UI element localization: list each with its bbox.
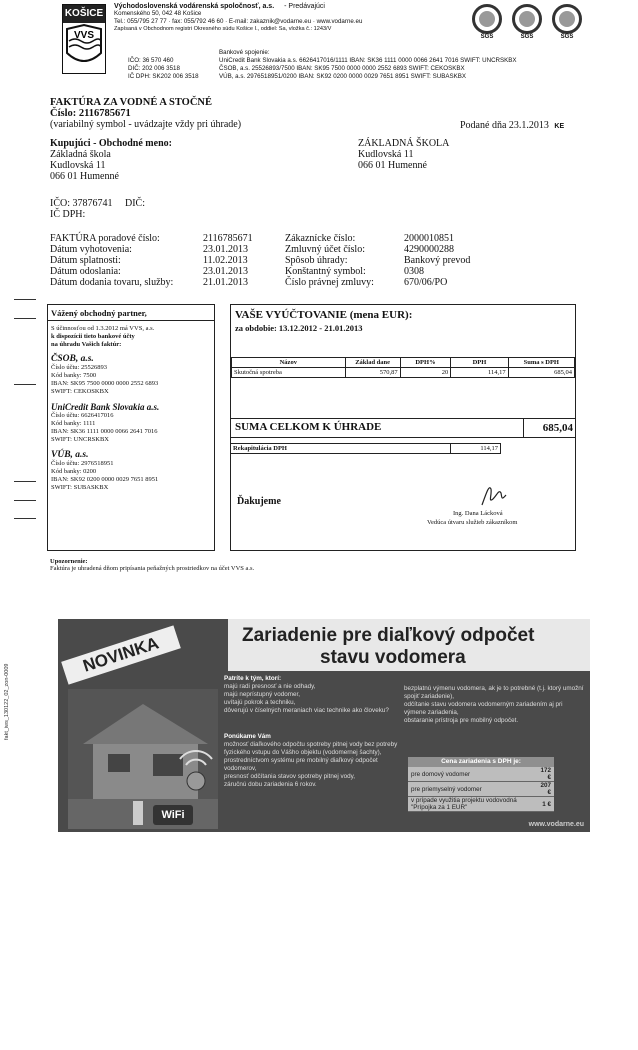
company-logo — [62, 4, 106, 74]
signer-title: Vedúca útvaru služieb zákazníkom — [427, 519, 518, 526]
buyer-ico: IČO: 37876741 DIČ: — [50, 198, 145, 209]
bank-line: ČSOB, a.s. 25526893/7500 IBAN: SK95 7500 0000 0000 2552 6893 SWIFT: CEKOSKBX — [219, 65, 465, 72]
sgs-badge: SGS — [472, 4, 502, 40]
company-ids — [128, 57, 199, 81]
promo-title-line2: stavu vodomera — [320, 647, 466, 668]
details-right — [285, 233, 485, 288]
partner-box — [47, 304, 215, 551]
detail-row: Dátum odoslania: 23.01.2013 — [50, 266, 248, 277]
list-item: bezplatnú výmenu vodomera, ak je to potrebné (t.j. ktorý umožní spojiť zariadenie), — [404, 685, 584, 700]
notice-text: Faktúra je uhradená dňom pripísania peňažných prostriedkov na účet VVS a.s. — [50, 565, 255, 572]
sgs-badge: SGS — [552, 4, 582, 40]
recipient-block — [358, 138, 449, 171]
company-name: Východoslovenská vodárenská spoločnosť, a.s. — [114, 3, 275, 10]
detail-row: Dátum splatnosti: 11.02.2013 — [50, 255, 248, 266]
sgs-seal-icon — [552, 4, 582, 34]
logo-city-text: KOŠICE — [63, 5, 105, 23]
margin-mark — [14, 481, 36, 482]
buyer-label: Kupujúci - Obchodné meno: — [50, 138, 172, 149]
promo-offer-list: Ponúkame Vám možnosť diaľkového odpočtu spotreby pitnej vody bez potreby fyzického vstupu do Vášho objektu (vodomernej šachty), prostredníctvom systému pre mobilný diaľkový odpočet vodomerov, presnosť odčítania stavov spotreby pitnej vody, záručnú dobu zariadenia 6 rokov. — [224, 733, 400, 789]
partner-bank: ČSOB, a.s. Číslo účtu: 25526893 Kód banky: 7500 IBAN: SK95 7500 0000 0000 2552 6893 SWIFT: CEKOSKBX — [51, 354, 159, 395]
table-row: pre domový vodomer 172 € — [408, 767, 554, 782]
table-header: DPH — [451, 358, 508, 368]
partner-greeting: Vážený obchodný partner, — [48, 305, 214, 321]
logo-mark-text: VVS — [73, 30, 95, 41]
filed-date: Podané dňa 23.1.2013 KE — [460, 120, 565, 131]
list-item: presnosť odčítania stavov spotreby pitnej vody, — [224, 773, 356, 780]
detail-row: Dátum dodania tovaru, služby: 21.01.2013 — [50, 277, 248, 288]
margin-mark — [14, 500, 36, 501]
details-left — [50, 233, 280, 288]
sgs-seal-icon — [512, 4, 542, 34]
total-label: SUMA CELKOM K ÚHRADE — [235, 421, 382, 433]
company-address: Komenského 50, 042 48 Košice — [114, 10, 202, 17]
promo-url: www.vodarne.eu — [528, 821, 584, 828]
filed-code: KE — [554, 123, 565, 130]
partner-bank: VÚB, a.s. Číslo účtu: 2976518951 Kód banky: 0200 IBAN: SK92 0200 0000 0029 7651 8951 SWIFT: SUBASKBX — [51, 450, 159, 491]
invoice-number: Číslo: 2116785671 — [50, 108, 131, 119]
total-row — [231, 418, 575, 438]
detail-row: Číslo právnej zmluvy: 670/06/PO — [285, 277, 448, 288]
buyer-icdph: IČ DPH: — [50, 209, 86, 220]
table-header: Názov — [232, 358, 346, 368]
list-item: majú radi presnosť a nie odhady, — [224, 683, 316, 690]
notice-title: Upozornenie: — [50, 558, 88, 565]
promo-benefits-list — [404, 685, 584, 725]
seller-role: - Predávajúci — [284, 3, 325, 10]
logo-emblem-icon — [63, 23, 105, 73]
promo-title-line1: Zariadenie pre diaľkový odpočet — [242, 625, 535, 646]
list-item: uvítajú pokrok a techniku, — [224, 699, 296, 706]
list-item: majú neprístupný vodomer, — [224, 691, 300, 698]
variable-symbol-note: (variabilný symbol - uvádzajte vždy pri úhrade) — [50, 119, 242, 130]
buyer-line: Kudlovská 11 — [50, 160, 106, 171]
thanks-text: Ďakujeme — [237, 496, 281, 507]
detail-row: Zákaznícke číslo: 2000010851 — [285, 233, 454, 244]
detail-row: Konštantný symbol: 0308 — [285, 266, 424, 277]
billing-box — [230, 304, 576, 551]
company-bank-info — [219, 49, 517, 81]
margin-mark — [14, 384, 36, 385]
billing-table — [231, 357, 575, 378]
bank-line: UniCredit Bank Slovakia a.s. 6626417016/1111 IBAN: SK36 1111 0000 0066 2641 7016 SWIFT: UNCRSKBX — [219, 57, 517, 64]
table-row: pre priemyselný vodomer 207 € — [408, 782, 554, 797]
table-row: Rekapitulácia DPH 114,17 — [231, 444, 501, 454]
margin-mark — [14, 318, 36, 319]
table-header: Suma s DPH — [508, 358, 574, 368]
invoice-title: FAKTÚRA ZA VODNÉ A STOČNÉ — [50, 97, 212, 108]
recipient-line: Kudlovská 11 — [358, 149, 414, 160]
table-header: Základ dane — [345, 358, 400, 368]
recipient-line: ZÁKLADNÁ ŠKOLA — [358, 138, 450, 149]
company-contact: Tel.: 055/795 27 77 · fax: 055/792 46 60 · E-mail: zakaznik@vodarne.eu · www.vodarne.eu — [114, 18, 363, 25]
promo-banner — [58, 619, 590, 832]
buyer-ids — [50, 198, 145, 220]
buyer-block — [50, 138, 172, 182]
document-side-code: fakt_iws_130122_02_zon-0009 — [4, 663, 10, 740]
vat-recap-table — [231, 443, 501, 454]
company-header — [114, 3, 474, 33]
partner-bank: UniCredit Bank Slovakia a.s. Číslo účtu: 6626417016 Kód banky: 1111 IBAN: SK36 1111 0000 0066 2641 7016 SWIFT: UNCRSKBX — [51, 402, 160, 443]
list-item: obstaranie prístroja pre mobilný odpočet. — [404, 717, 519, 724]
promo-target-list: Patríte k tým, ktorí: majú radi presnosť a nie odhady, majú neprístupný vodomer, uvítajú pokrok a techniku, dôverujú v číselných meraniach viac technike ako človeku? — [224, 675, 400, 715]
novinka-badge: NOVINKA — [61, 625, 181, 684]
bank-line: VÚB, a.s. 2976518951/0200 IBAN: SK92 0200 0000 0029 7651 8951 SWIFT: SUBASKBX — [219, 73, 466, 80]
bank-title: Bankové spojenie: — [219, 49, 270, 56]
table-header: DPH% — [400, 358, 451, 368]
house-illustration-icon — [68, 689, 218, 829]
sgs-badge: SGS — [512, 4, 542, 40]
billing-title: VAŠE VYÚČTOVANIE (mena EUR): — [235, 309, 413, 321]
company-registry: Zapísaná v Obchodnom registri Okresného súdu Košice I., oddiel: Sa, vložka č.: 1243/V — [114, 26, 332, 32]
company-ico: IČO: 36 570 460 — [128, 57, 174, 64]
detail-row: Zmluvný účet číslo: 4290000288 — [285, 244, 454, 255]
sgs-seal-icon — [472, 4, 502, 34]
margin-mark — [14, 299, 36, 300]
detail-row: Spôsob úhrady: Bankový prevod — [285, 255, 471, 266]
company-icdph: IČ DPH: SK202 006 3518 — [128, 73, 199, 80]
promo-header — [228, 619, 590, 671]
list-item: dôverujú v číselných meraniach viac technike ako človeku? — [224, 707, 389, 714]
buyer-line: Základná škola — [50, 149, 111, 160]
detail-row: Dátum vyhotovenia: 23.01.2013 — [50, 244, 248, 255]
company-dic: DIČ: 202 006 3518 — [128, 65, 180, 72]
signer-name: Ing. Dana Lácková — [453, 510, 503, 517]
sgs-certifications — [472, 4, 582, 40]
list-item: odčítanie stavu vodomera vodomerným zariadením aj pri výmene zariadenia, — [404, 701, 563, 716]
signature-icon — [479, 483, 509, 509]
total-value: 685,04 — [523, 419, 575, 437]
buyer-line: 066 01 Humenné — [50, 171, 119, 182]
detail-row: FAKTÚRA poradové číslo: 2116785671 — [50, 233, 253, 244]
recipient-line: 066 01 Humenné — [358, 160, 427, 171]
margin-mark — [14, 518, 36, 519]
wifi-badge: WiFi — [153, 805, 193, 825]
invoice-title-block — [50, 97, 241, 130]
price-table: Cena zariadenia s DPH je: pre domový vodomer 172 € pre priemyselný vodomer 207 € v prípade využitia projektu vodovodná "Prípojka za 1 EUR" 1 € — [408, 757, 554, 812]
partner-notice: S účinnosťou od 1.3.2012 má VVS, a.s. k dispozícii tieto bankové účty na úhradu Vašich faktúr: — [51, 325, 155, 348]
payment-notice — [50, 558, 254, 572]
table-row: Skutočná spotreba 570,87 20 114,17 685,04 — [232, 368, 575, 378]
billing-period: za obdobie: 13.12.2012 - 21.01.2013 — [235, 323, 363, 333]
list-item: záručnú dobu zariadenia 6 rokov. — [224, 781, 317, 788]
list-item: možnosť diaľkového odpočtu spotreby pitnej vody bez potreby fyzického vstupu do Vášho objektu (vodomernej šachty), prostredníctvom systému pre mobilný diaľkový odpočet vodomerov, — [224, 741, 398, 772]
table-row: v prípade využitia projektu vodovodná "Prípojka za 1 EUR" 1 € — [408, 797, 554, 812]
